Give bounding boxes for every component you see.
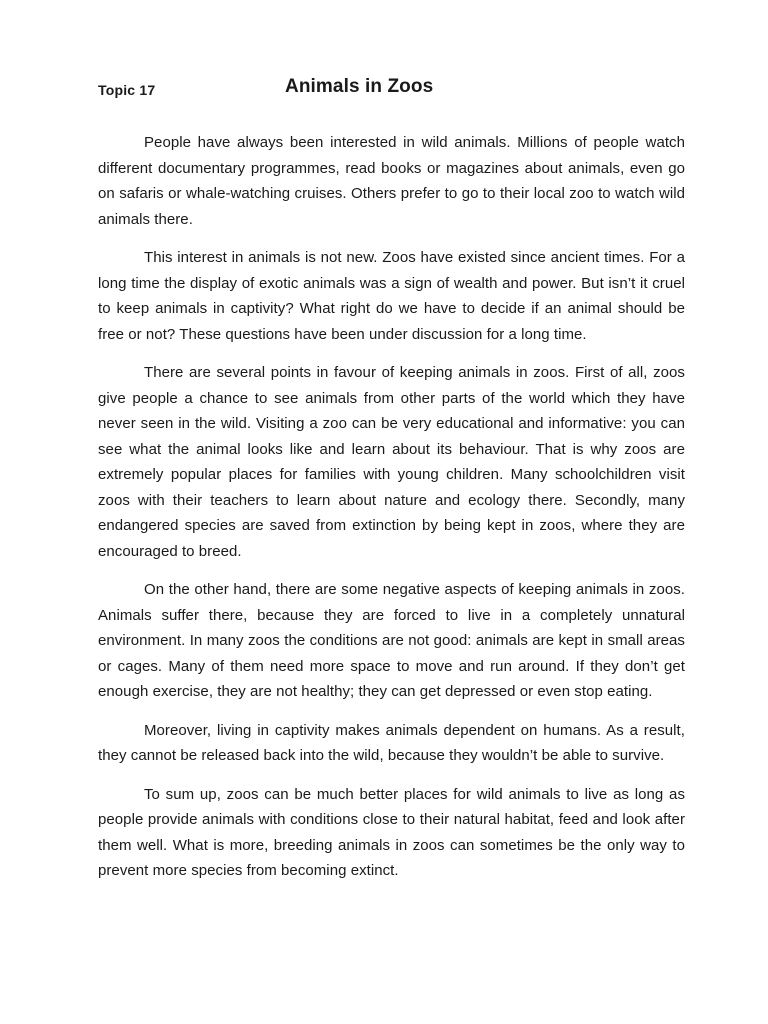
- page-title: Animals in Zoos: [285, 76, 434, 97]
- paragraph-dependence: Moreover, living in captivity makes animals dependent on humans. As a result, they cannot be released back into the wild, because they wouldn’t be able to survive.: [98, 721, 685, 764]
- topic-label: Topic 17: [98, 82, 156, 98]
- paragraph-arguments-for: There are several points in favour of keeping animals in zoos. First of all, zoos give people a chance to see animals from other parts of the world which they have never seen in the wild. Visiting a zoo can be very educational and informative: you can see what the animal looks like and learn about its behaviour. That is why zoos are extremely popular places for families with young children. Many schoolchildren visit zoos with their teachers to learn about nature and ecology there. Secondly, many endangered species are saved from extinction by being kept in zoos, where they are encouraged to breed.: [98, 364, 685, 560]
- document-header: [98, 76, 685, 102]
- document-body: [98, 130, 685, 884]
- paragraph-conclusion: To sum up, zoos can be much better places for wild animals to live as long as people provide animals with conditions close to their natural habitat, feed and look after them well. What is more, breeding animals in zoos can sometimes be the only way to prevent more species from becoming extinct.: [98, 785, 685, 879]
- document-page: [98, 76, 685, 897]
- paragraph-arguments-against: On the other hand, there are some negative aspects of keeping animals in zoos. Animals suffer there, because they are forced to live in a completely unnatural environment. In many zoos the conditions are not good: animals are kept in small areas or cages. Many of them need more space to move and run around. If they don’t get enough exercise, they are not healthy; they can get depressed or even stop eating.: [98, 581, 685, 700]
- paragraph-history: This interest in animals is not new. Zoos have existed since ancient times. For a long time the display of exotic animals was a sign of wealth and power. But isn’t it cruel to keep animals in captivity? What right do we have to decide if an animal should be free or not? These questions have been under discussion for a long time.: [98, 249, 685, 343]
- paragraph-intro: People have always been interested in wild animals. Millions of people watch different documentary programmes, read books or magazines about animals, even go on safaris or whale-watching cruises. Others prefer to go to their local zoo to watch wild animals there.: [98, 134, 685, 228]
